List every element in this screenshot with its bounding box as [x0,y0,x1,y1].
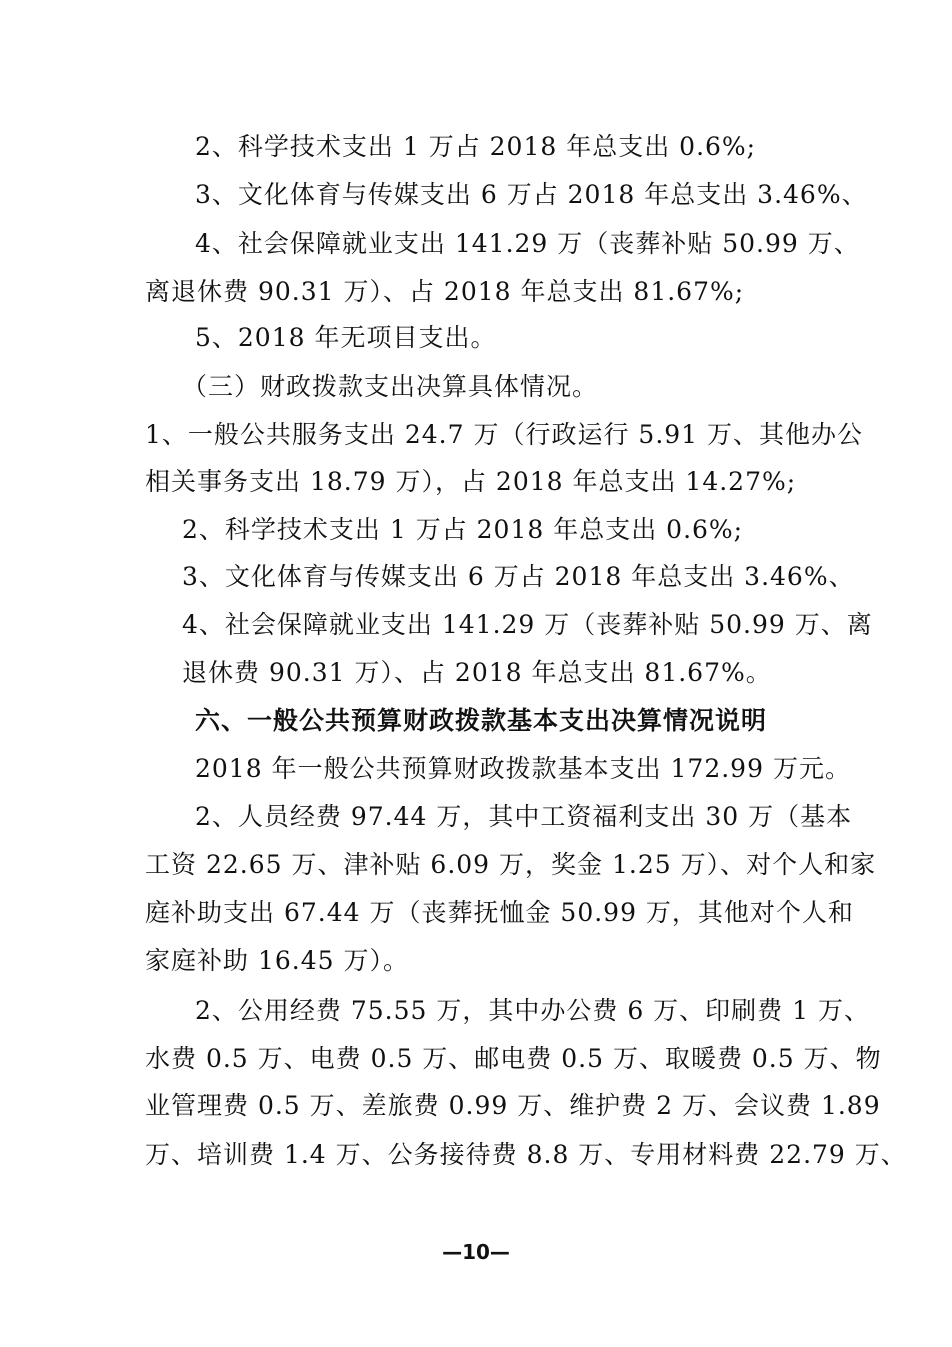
section-heading: （三）财政拨款支出决算具体情况。 [182,372,599,401]
paragraph-line: 2、科学技术支出 1 万占 2018 年总支出 0.6%; [182,515,744,544]
paragraph-line: 2、人员经费 97.44 万，其中工资福利支出 30 万（基本 [195,802,853,831]
paragraph-line: 4、社会保障就业支出 141.29 万（丧葬补贴 50.99 万、 [195,229,860,258]
paragraph-line: 3、文化体育与传媒支出 6 万占 2018 年总支出 3.46%、 [195,180,868,209]
page-number: —10— [442,1240,510,1264]
paragraph-line: 水费 0.5 万、电费 0.5 万、邮电费 0.5 万、取暖费 0.5 万、物 [145,1044,882,1073]
paragraph-line: 4、社会保障就业支出 141.29 万（丧葬补贴 50.99 万、离 [182,610,873,639]
paragraph-line: 庭补助支出 67.44 万（丧葬抚恤金 50.99 万，其他对个人和 [145,898,854,927]
paragraph-line: 家庭补助 16.45 万）。 [145,946,409,975]
paragraph-line: 离退休费 90.31 万）、占 2018 年总支出 81.67%; [145,277,745,306]
paragraph-line: 2018 年一般公共预算财政拨款基本支出 172.99 万元。 [195,754,851,783]
paragraph-line: 万、培训费 1.4 万、公务接待费 8.8 万、专用材料费 22.79 万、 [145,1140,907,1169]
paragraph-line: 2、科学技术支出 1 万占 2018 年总支出 0.6%; [195,132,757,161]
paragraph-line: 退休费 90.31 万）、占 2018 年总支出 81.67%。 [182,658,772,687]
paragraph-line: 2、公用经费 75.55 万，其中办公费 6 万、印刷费 1 万、 [195,996,870,1025]
paragraph-line: 业管理费 0.5 万、差旅费 0.99 万、维护费 2 万、会议费 1.89 [145,1091,881,1120]
paragraph-line: 工资 22.65 万、津补贴 6.09 万，奖金 1.25 万）、对个人和家 [145,850,877,879]
paragraph-line: 1、一般公共服务支出 24.7 万（行政运行 5.91 万、其他办公 [145,420,864,449]
paragraph-line: 5、2018 年无项目支出。 [195,323,497,352]
section-heading: 六、一般公共预算财政拨款基本支出决算情况说明 [195,706,768,735]
paragraph-line: 3、文化体育与传媒支出 6 万占 2018 年总支出 3.46%、 [182,562,855,591]
paragraph-line: 相关事务支出 18.79 万），占 2018 年总支出 14.27%; [145,467,797,496]
